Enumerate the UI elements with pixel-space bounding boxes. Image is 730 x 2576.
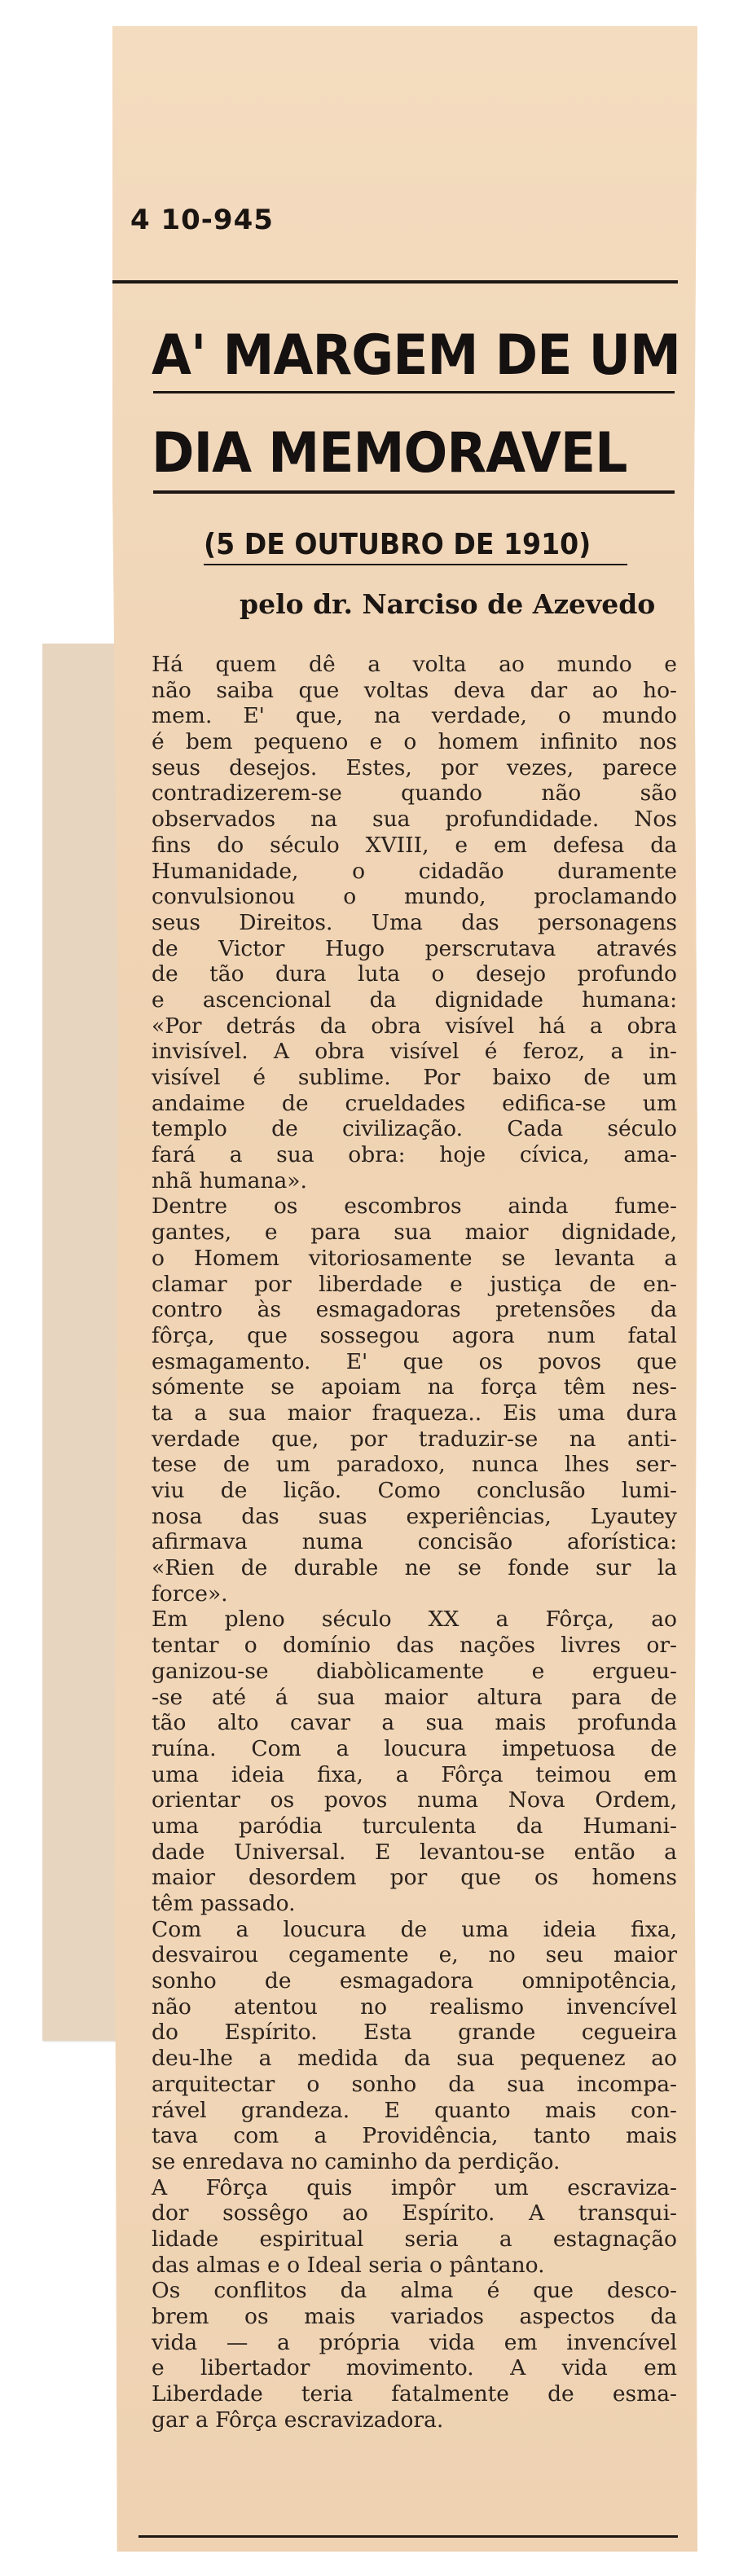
article-line: Humanidade, o cidadão duramente: [152, 858, 677, 884]
article-line: é bem pequeno e o homem infinito nos: [152, 729, 677, 755]
article-line: templo de civilização. Cada século: [152, 1116, 677, 1142]
subtitle: (5 DE OUTUBRO DE 1910): [204, 528, 591, 561]
article-line: Com a loucura de uma ideia fixa,: [152, 1916, 677, 1942]
article-line: têm passado.: [152, 1891, 296, 1916]
article-line: convulsionou o mundo, proclamando: [152, 884, 677, 910]
article-line: fôrça, que sossegou agora num fatal: [152, 1322, 677, 1348]
article-line: de Victor Hugo perscrutava através: [152, 935, 677, 961]
article-line: force».: [152, 1580, 228, 1607]
article-line: o Homem vitoriosamente se levanta a: [152, 1245, 677, 1271]
article-line: arquitectar o sonho da sua incompa-: [152, 2071, 677, 2097]
article-line: lidade espiritual seria a estagnação: [152, 2226, 677, 2252]
article-line: afirmava numa concisão aforística:: [152, 1529, 677, 1555]
article-line: de tão dura luta o desejo profundo: [152, 961, 677, 987]
article-line: contro às esmagadoras pretensões da: [152, 1297, 677, 1323]
article-line: brem os mais variados aspectos da: [152, 2304, 677, 2329]
article-line: clamar por liberdade e justiça de en-: [152, 1271, 677, 1297]
article-line: e ascencional da dignidade humana:: [152, 987, 677, 1013]
article-line: tão alto cavar a sua mais profunda: [152, 1710, 677, 1736]
article-line: invisível. A obra visível é feroz, a in-: [152, 1039, 677, 1065]
article-line: maior desordem por que os homens: [152, 1865, 677, 1891]
article-line: nhã humana».: [152, 1167, 307, 1193]
article-line: das almas e o Ideal seria o pântano.: [152, 2252, 545, 2278]
article-line: fará a sua obra: hoje cívica, ama-: [152, 1142, 677, 1168]
article-line: uma ideia fixa, a Fôrça teimou em: [152, 1761, 677, 1787]
article-line: rável grandeza. E quanto mais con-: [152, 2097, 677, 2123]
article-line: «Rien de durable ne se fonde sur la: [152, 1555, 677, 1581]
article-line: não saiba que voltas deva dar ao ho-: [152, 677, 677, 703]
byline: pelo dr. Narciso de Azevedo: [240, 588, 656, 620]
article-line: desvairou cegamente e, no seu maior: [152, 1942, 677, 1968]
top-rule: [112, 280, 678, 284]
article-line: Liberdade teria fatalmente de esma-: [152, 2381, 677, 2407]
headline-rule: [153, 391, 675, 393]
article-line: -se até á sua maior altura para de: [152, 1684, 677, 1710]
article-line: nosa das suas experiências, Lyautey: [152, 1503, 677, 1529]
article-line: vida — a própria vida em invencível: [152, 2329, 677, 2355]
headline-line-1: A' MARGEM DE UM: [152, 323, 680, 388]
article-line: fins do século XVIII, e em defesa da: [152, 832, 677, 858]
article-line: ganizou-se diabòlicamente e ergueu-: [152, 1658, 677, 1684]
article-line: A Fôrça quis impôr um escraviza-: [152, 2174, 677, 2200]
article-line: gantes, e para sua maior dignidade,: [152, 1220, 677, 1246]
article-line: verdade que, por traduzir-se na anti-: [152, 1426, 677, 1452]
article-line: tentar o domínio das nações livres or-: [152, 1633, 677, 1659]
bottom-rule: [139, 2535, 678, 2538]
article-line: Os conflitos da alma é que desco-: [152, 2278, 677, 2304]
article-line: se enredava no caminho da perdição.: [152, 2148, 561, 2174]
article-line: dade Universal. E levantou-se então a: [152, 1839, 677, 1865]
article-line: contradizerem-se quando não são: [152, 780, 677, 807]
article-line: não atentou no realismo invencível: [152, 1994, 677, 2020]
article-line: ta a sua maior fraqueza.. Eis uma dura: [152, 1400, 677, 1426]
article-line: Dentre os escombros ainda fume-: [152, 1193, 677, 1220]
article-line: dor sossêgo ao Espírito. A transqui-: [152, 2200, 677, 2227]
article-line: ruína. Com a loucura impetuosa de: [152, 1735, 677, 1761]
article-line: uma paródia turculenta da Humani-: [152, 1813, 677, 1839]
headline-line-2: DIA MEMORAVEL: [152, 421, 627, 486]
clipping-date: 4 10-945: [130, 204, 274, 236]
article-line: seus Direitos. Uma das personagens: [152, 909, 677, 935]
article-line: tese de um paradoxo, nunca lhes ser-: [152, 1452, 677, 1478]
subtitle-underline: [204, 564, 627, 565]
article-line: mem. E' que, na verdade, o mundo: [152, 703, 677, 729]
headline-rule-bottom: [153, 490, 675, 494]
article-line: seus desejos. Estes, por vezes, parece: [152, 754, 677, 780]
article-line: sonho de esmagadora omnipotência,: [152, 1968, 677, 1994]
article-line: esmagamento. E' que os povos que: [152, 1348, 677, 1374]
article-line: andaime de crueldades edifica-se um: [152, 1090, 677, 1116]
article-line: do Espírito. Esta grande cegueira: [152, 2020, 677, 2046]
article-line: orientar os povos numa Nova Ordem,: [152, 1787, 677, 1813]
article-line: sómente se apoiam na força têm nes-: [152, 1374, 677, 1400]
article-line: viu de lição. Como conclusão lumi-: [152, 1478, 677, 1503]
article-line: e libertador movimento. A vida em: [152, 2355, 677, 2381]
article-line: deu-lhe a medida da sua pequenez ao: [152, 2046, 677, 2072]
article-line: gar a Fôrça escravizadora.: [152, 2407, 444, 2433]
article-line: «Por detrás da obra visível há a obra: [152, 1013, 677, 1039]
article-line: Em pleno século XX a Fôrça, ao: [152, 1607, 677, 1633]
article-line: observados na sua profundidade. Nos: [152, 807, 677, 833]
article-line: Há quem dê a volta ao mundo e: [152, 652, 677, 677]
article-line: visível é sublime. Por baixo de um: [152, 1065, 677, 1090]
article-body: [152, 652, 677, 2433]
article-line: tava com a Providência, tanto mais: [152, 2123, 677, 2149]
